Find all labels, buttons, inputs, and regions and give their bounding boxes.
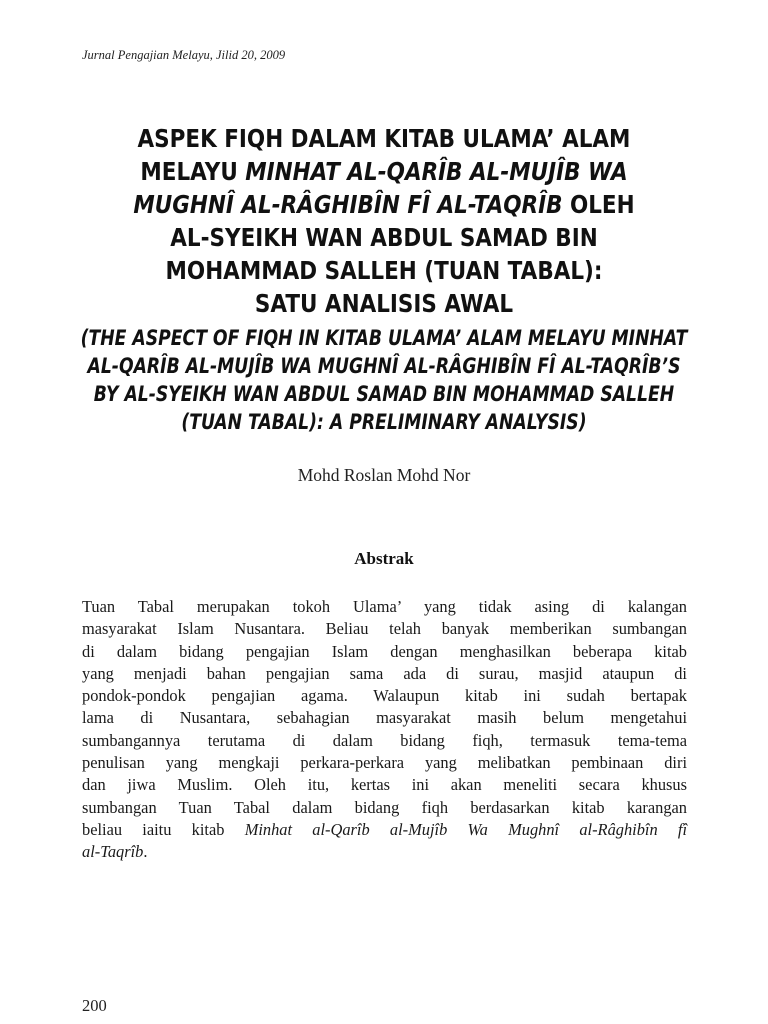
abstract-line [82,819,687,841]
page-number: 200 [82,996,107,1015]
abstract-line-12-plain: . [143,842,148,862]
abstract-line [82,841,687,863]
abstract-body [82,596,687,864]
abstract-line: yang menjadi bahan pengajian sama ada di surau, masjid ataupun di [82,663,687,683]
abstract-line: pondok-pondok pengajian agama. Walaupun kitab ini sudah bertapak [82,686,687,706]
title-english-line-1: (THE ASPECT OF FIQH IN KITAB ULAMA’ ALAM MELAYU MINHAT [80,326,688,350]
title-malay-line-3-italic: MUGHNÎ AL-RÂGHIBÎN FÎ AL-TAQRÎB [133,190,563,219]
title-malay [54,122,714,320]
abstract-line-11-italic: Minhat al-Qarîb al-Mujîb Wa Mughnî al-Râghibîn fî [244,819,688,839]
abstract-line: di dalam bidang pengajian Islam dengan menghasilkan beberapa kitab [82,641,687,661]
abstract-line: sumbangannya terutama di dalam bidang fiqh, termasuk tema-tema [82,730,687,750]
title-malay-line-3 [54,188,714,221]
abstract-line: lama di Nusantara, sebahagian masyarakat masih belum mengetahui [82,708,687,728]
journal-header: Jurnal Pengajian Melayu, Jilid 20, 2009 [82,48,286,62]
abstract-line: penulisan yang mengkaji perkara-perkara yang melibatkan pembinaan diri [82,753,687,773]
title-malay-line-2 [54,155,714,188]
title-malay-line-5: MOHAMMAD SALLEH (TUAN TABAL): [165,256,603,285]
abstract-line: Tuan Tabal merupakan tokoh Ulama’ yang tidak asing di kalangan [82,597,687,616]
title-english-line-2: AL-QARÎB AL-MUJÎB WA MUGHNÎ AL-RÂGHIBÎN FÎ AL-TAQRÎB’S [87,354,681,378]
author-name: Mohd Roslan Mohd Nor [297,465,471,485]
title-malay-line-3-plain: OLEH [562,190,635,219]
abstract-line-11-plain: beliau iaitu kitab [82,819,245,839]
title-english [69,324,699,436]
abstract-heading: Abstrak [354,549,414,568]
title-english-line-3: BY AL-SYEIKH WAN ABDUL SAMAD BIN MOHAMMAD SALLEH [93,382,675,406]
title-malay-line-4: AL-SYEIKH WAN ABDUL SAMAD BIN [170,223,598,252]
title-malay-line-1: ASPEK FIQH DALAM KITAB ULAMA’ ALAM [137,124,631,153]
abstract-line-12-italic: al-Taqrîb [82,842,144,862]
title-malay-line-2-italic: MINHAT AL-QARÎB AL-MUJÎB WA [245,157,628,186]
abstract-line: dan jiwa Muslim. Oleh itu, kertas ini akan meneliti secara khusus [82,775,687,795]
title-malay-line-2-plain: MELAYU [140,157,246,186]
article-title [0,122,768,436]
abstract-line: masyarakat Islam Nusantara. Beliau telah banyak memberikan sumbangan [82,619,687,639]
title-malay-line-6: SATU ANALISIS AWAL [254,289,514,318]
title-english-line-4: (TUAN TABAL): A PRELIMINARY ANALYSIS) [181,410,587,434]
abstract-line: sumbangan Tuan Tabal dalam bidang fiqh berdasarkan kitab karangan [82,797,687,817]
